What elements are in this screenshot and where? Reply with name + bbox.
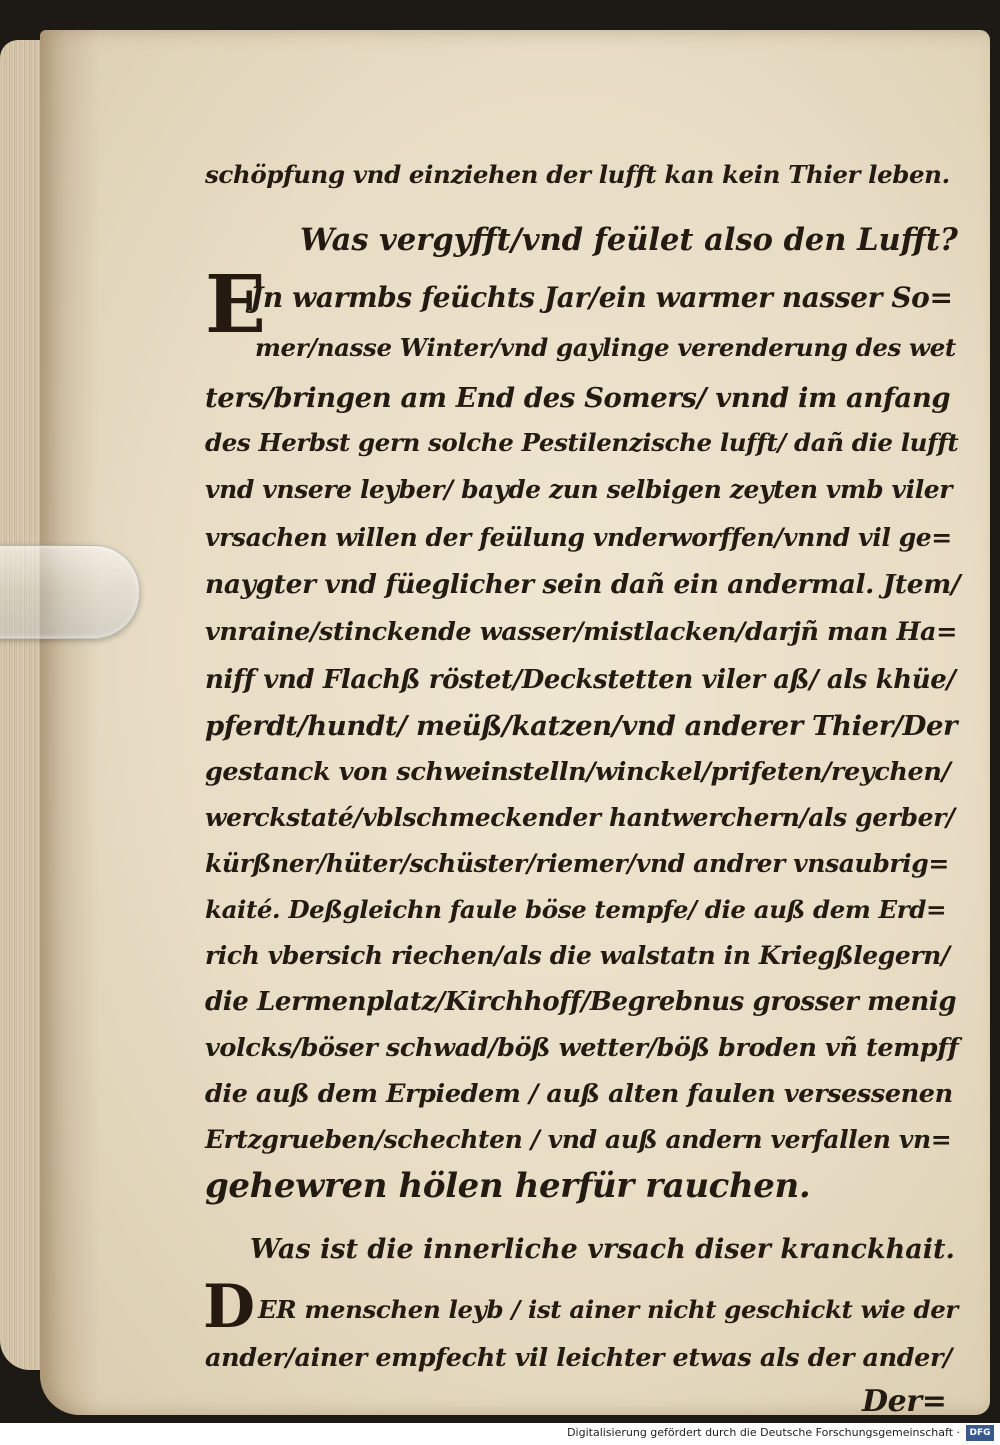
footer-credit: Digitalisierung gefördert durch die Deutsche Forschungsgemeinschaft · (567, 1426, 960, 1439)
catchword: Der= (862, 1384, 947, 1419)
text-line: vnraine/stinckende wasser/mistlacken/darjñ man Ha= (205, 617, 958, 647)
text-line: naygter vnd füeglicher sein dañ ein andermal. Jtem/ (205, 569, 961, 600)
section-heading: Was ist die innerliche vrsach diser kranckhait. (250, 1234, 955, 1265)
section-heading: Was vergyfft/vnd feület also den Lufft? (300, 222, 958, 258)
text-line: Ertzgrueben/schechten / vnd auß andern verfallen vn= (205, 1125, 952, 1154)
text-line: des Herbst gern solche Pestilenzische lufft/ dañ die lufft (205, 428, 959, 457)
dfg-logo-icon: DFG (966, 1425, 994, 1441)
text-line: gestanck von schweinstelln/winckel/prifeten/reychen/ (205, 757, 951, 787)
text-line: niff vnd Flachß röstet/Deckstetten viler aß/ als khüe/ (205, 665, 956, 695)
text-line: kaité. Deßgleichn faule böse tempfe/ die auß dem Erd= (205, 895, 947, 924)
text-line: kürßner/hüter/schüster/riemer/vnd andrer vnsaubrig= (205, 849, 949, 878)
text-line: pferdt/hundt/ meüß/katzen/vnd anderer Thier/Der (205, 710, 958, 742)
text-line: die Lermenplatz/Kirchhoff/Begrebnus grosser menig (205, 987, 957, 1017)
text-line: gehewren hölen herfür rauchen. (205, 1166, 811, 1206)
text-line: mer/nasse Winter/vnd gaylinge verenderung des wet (255, 333, 956, 362)
text-line: vnd vnsere leyber/ bayde zun selbigen zeyten vmb viler (205, 475, 953, 504)
text-line: Jn warmbs feüchts Jar/ein warmer nasser So= (250, 281, 953, 314)
text-line: ters/bringen am End des Somers/ vnnd im anfang (205, 382, 951, 414)
text-line: ER menschen leyb / ist ainer nicht geschickt wie der (258, 1295, 958, 1324)
initial-capital: E (205, 257, 266, 351)
text-line: rich vbersich riechen/als die walstatn in Kriegßlegern/ (205, 941, 950, 970)
text-line: ander/ainer empfecht vil leichter etwas als der ander/ (205, 1343, 952, 1373)
text-line: schöpfung vnd einziehen der lufft kan kein Thier leben. (205, 160, 950, 189)
initial-capital: D (203, 1272, 256, 1342)
text-line: volcks/böser schwad/böß wetter/böß broden vñ tempff (205, 1033, 959, 1063)
text-line: die auß dem Erpiedem / auß alten faulen versessenen (205, 1079, 953, 1109)
text-line: vrsachen willen der feülung vnderworffen/vnnd vil ge= (205, 523, 952, 552)
text-line: werckstaté/vblschmeckender hantwerchern/als gerber/ (205, 803, 955, 832)
